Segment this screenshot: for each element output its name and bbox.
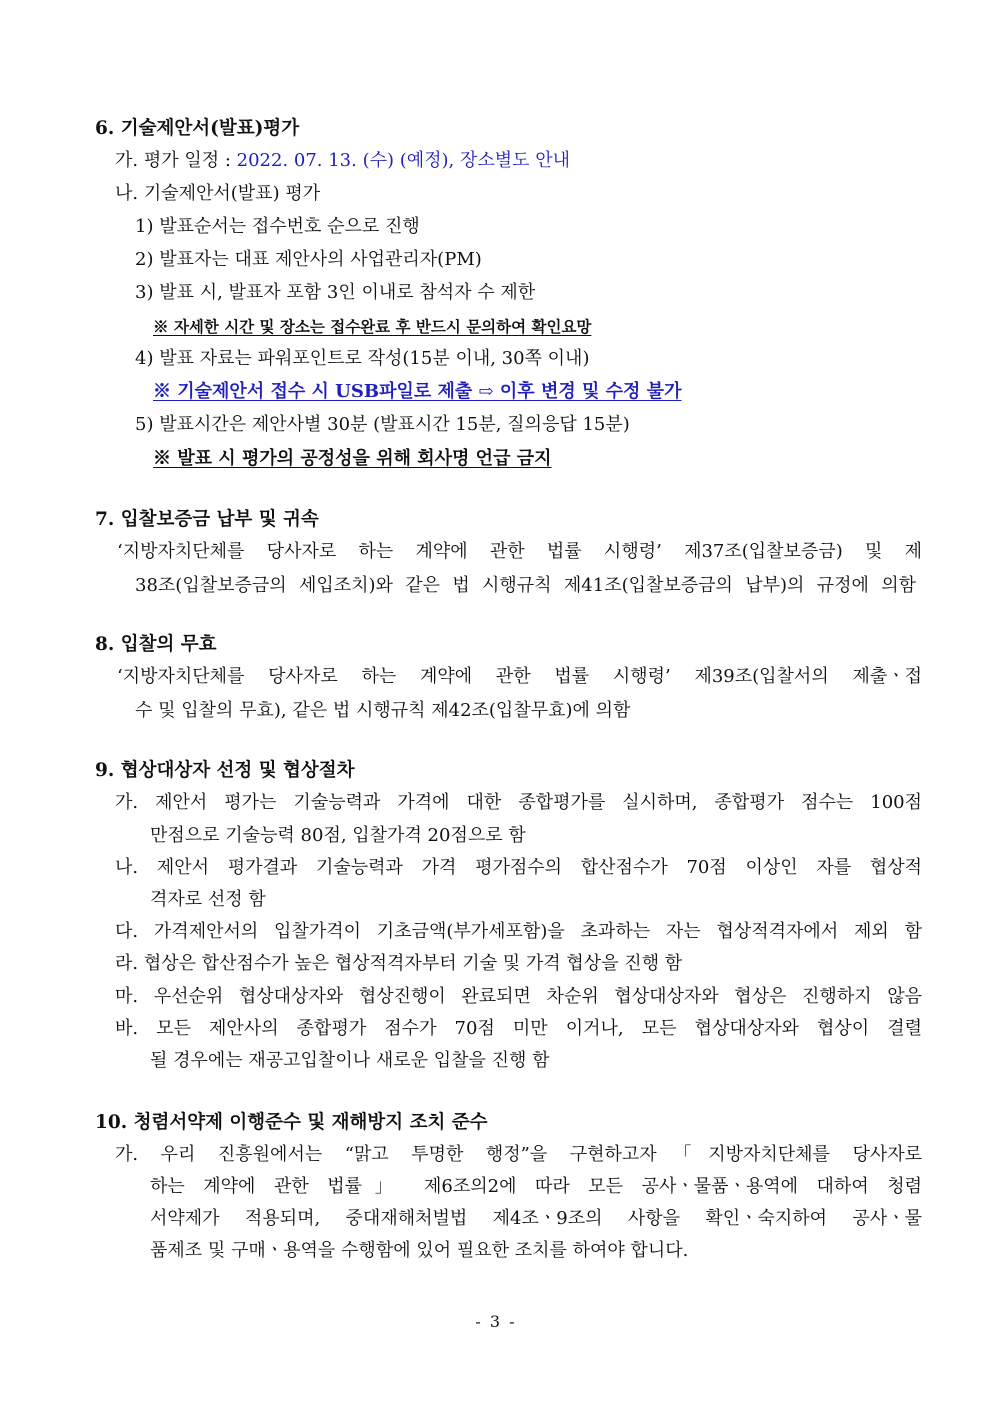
section-9-item-ga-line-1: 가. 제안서 평가는 기술능력과 가격에 대한 종합평가를 실시하며, 종합평가 점수는 100점: [115, 792, 922, 813]
section-6-sub-item-5: 5) 발표시간은 제안사별 30분 (발표시간 15분, 질의응답 15분): [135, 414, 630, 435]
section-8-heading: 8. 입찰의 무효: [95, 634, 217, 655]
section-9-item-ba-line-1: 바. 모든 제안사의 종합평가 점수가 70점 미만 이거나, 모든 협상대상자와 협상이 결렬: [115, 1018, 922, 1039]
section-6-item-ga: [115, 148, 570, 174]
section-10-item-ga-line-2: 하는 계약에 관한 법률」 제6조의2에 따라 모든 공사ㆍ물품ㆍ용역에 대하여 청렴: [150, 1176, 922, 1197]
section-6-item-na: 나. 기술제안서(발표) 평가: [115, 183, 321, 204]
section-6-sub-item-3: 3) 발표 시, 발표자 포함 3인 이내로 참석자 수 제한: [135, 282, 536, 303]
notice-company-name: ※ 발표 시 평가의 공정성을 위해 회사명 언급 금지: [153, 448, 552, 469]
section-7-text-line-1: ‘지방자치단체를 당사자로 하는 계약에 관한 법률 시행령’ 제37조(입찰보증금) 및 제: [117, 541, 922, 562]
section-9-item-na-line-2: 격자로 선정 함: [150, 889, 266, 910]
section-8-text-line-1: ‘지방자치단체를 당사자로 하는 계약에 관한 법률 시행령’ 제39조(입찰서의 제출ㆍ접: [117, 666, 922, 687]
section-8-text-line-2: 수 및 입찰의 무효), 같은 법 시행규칙 제42조(입찰무효)에 의함: [135, 700, 631, 721]
notice-schedule-inquiry: ※ 자세한 시간 및 장소는 접수완료 후 반드시 문의하여 확인요망: [153, 317, 592, 336]
section-6-sub-item-1: 1) 발표순서는 접수번호 순으로 진행: [135, 216, 420, 237]
section-9-item-ga-line-2: 만점으로 기술능력 80점, 입찰가격 20점으로 함: [150, 825, 526, 846]
section-7-text-line-2: 38조(입찰보증금의 세입조치)와 같은 법 시행규칙 제41조(입찰보증금의 납부)의 규정에 의함: [135, 575, 916, 596]
section-9-heading: 9. 협상대상자 선정 및 협상절차: [95, 760, 355, 781]
section-9-item-na-line-1: 나. 제안서 평가결과 기술능력과 가격 평가점수의 합산점수가 70점 이상인 자를 협상적: [115, 857, 922, 878]
section-7-heading: 7. 입찰보증금 납부 및 귀속: [95, 509, 319, 530]
page-number: - 3 -: [475, 1312, 517, 1331]
section-6-heading: 6. 기술제안서(발표)평가: [95, 118, 300, 139]
section-10-heading: 10. 청렴서약제 이행준수 및 재해방지 조치 준수: [95, 1112, 488, 1133]
section-9-item-ma: 마. 우선순위 협상대상자와 협상진행이 완료되면 차순위 협상대상자와 협상은 진행하지 않음: [115, 986, 922, 1007]
section-9-item-da: 다. 가격제안서의 입찰가격이 기초금액(부가세포함)을 초과하는 자는 협상적격자에서 제외 함: [115, 921, 922, 942]
schedule-label: 가. 평가 일정 :: [115, 150, 237, 171]
section-10-item-ga-line-1: 가. 우리 진흥원에서는 “맑고 투명한 행정”을 구현하고자「지방자치단체를 당사자로: [115, 1144, 922, 1165]
notice-usb-submission: ※ 기술제안서 접수 시 USB파일로 제출 ⇨ 이후 변경 및 수정 불가: [153, 381, 682, 402]
schedule-value: 2022. 07. 13. (수) (예정), 장소별도 안내: [236, 150, 571, 171]
section-10-item-ga-line-3: 서약제가 적용되며, 중대재해처벌법 제4조ㆍ9조의 사항을 확인ㆍ숙지하여 공사ㆍ물: [150, 1208, 922, 1229]
section-9-item-ba-line-2: 될 경우에는 재공고입찰이나 새로운 입찰을 진행 함: [150, 1050, 550, 1071]
section-10-item-ga-line-4: 품제조 및 구매ㆍ용역을 수행함에 있어 필요한 조치를 하여야 합니다.: [150, 1240, 689, 1261]
section-6-sub-item-2: 2) 발표자는 대표 제안사의 사업관리자(PM): [135, 249, 482, 270]
section-6-sub-item-4: 4) 발표 자료는 파워포인트로 작성(15분 이내, 30쪽 이내): [135, 348, 590, 369]
section-9-item-ra: 라. 협상은 합산점수가 높은 협상적격자부터 기술 및 가격 협상을 진행 함: [115, 953, 683, 974]
